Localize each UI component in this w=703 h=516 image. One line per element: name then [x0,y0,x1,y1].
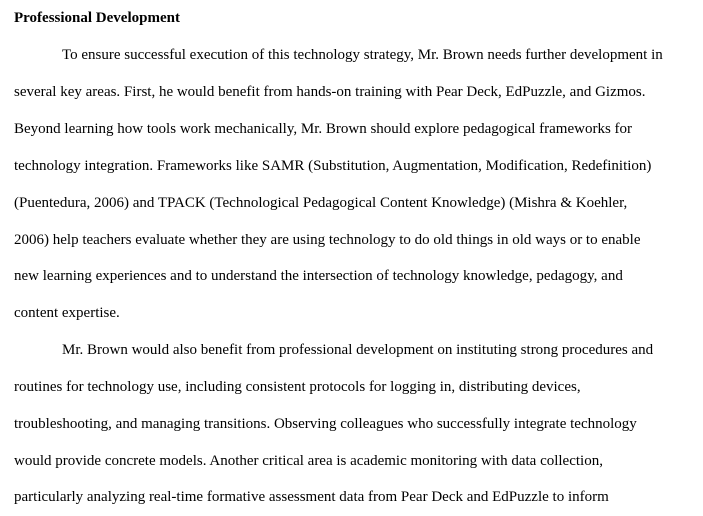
paragraph-2-line-2: routines for technology use, including consistent protocols for logging in, distributing devices, [14,379,581,395]
paragraph-1-line-1: To ensure successful execution of this technology strategy, Mr. Brown needs further development in [62,47,663,63]
paragraph-1-line-2: several key areas. First, he would benefit from hands-on training with Pear Deck, EdPuzzle, and Gizmos. [14,84,646,100]
paragraph-2-line-1: Mr. Brown would also benefit from professional development on instituting strong procedures and [62,342,654,358]
paragraph-1-line-7: new learning experiences and to understand the intersection of technology knowledge, pedagogy, and [14,268,623,284]
paragraph-1-line-5: (Puentedura, 2006) and TPACK (Technological Pedagogical Content Knowledge) (Mishra & Koehler, [14,195,628,211]
paragraph-2-line-5: particularly analyzing real-time formative assessment data from Pear Deck and EdPuzzle to inform [14,489,609,505]
paragraph-2-line-4: would provide concrete models. Another critical area is academic monitoring with data collection, [14,453,603,469]
paragraph-1-line-8: content expertise. [14,305,120,321]
paragraph-2-line-3: troubleshooting, and managing transitions. Observing colleagues who successfully integrate technology [14,416,637,432]
paragraph-1-line-3: Beyond learning how tools work mechanically, Mr. Brown should explore pedagogical frameworks for [14,121,633,137]
paragraph-1-line-6: 2006) help teachers evaluate whether they are using technology to do old things in old ways or to enable [14,232,641,248]
section-heading: Professional Development [14,10,180,26]
paragraph-1-line-4: technology integration. Frameworks like SAMR (Substitution, Augmentation, Modification, Redefinition) [14,158,652,174]
